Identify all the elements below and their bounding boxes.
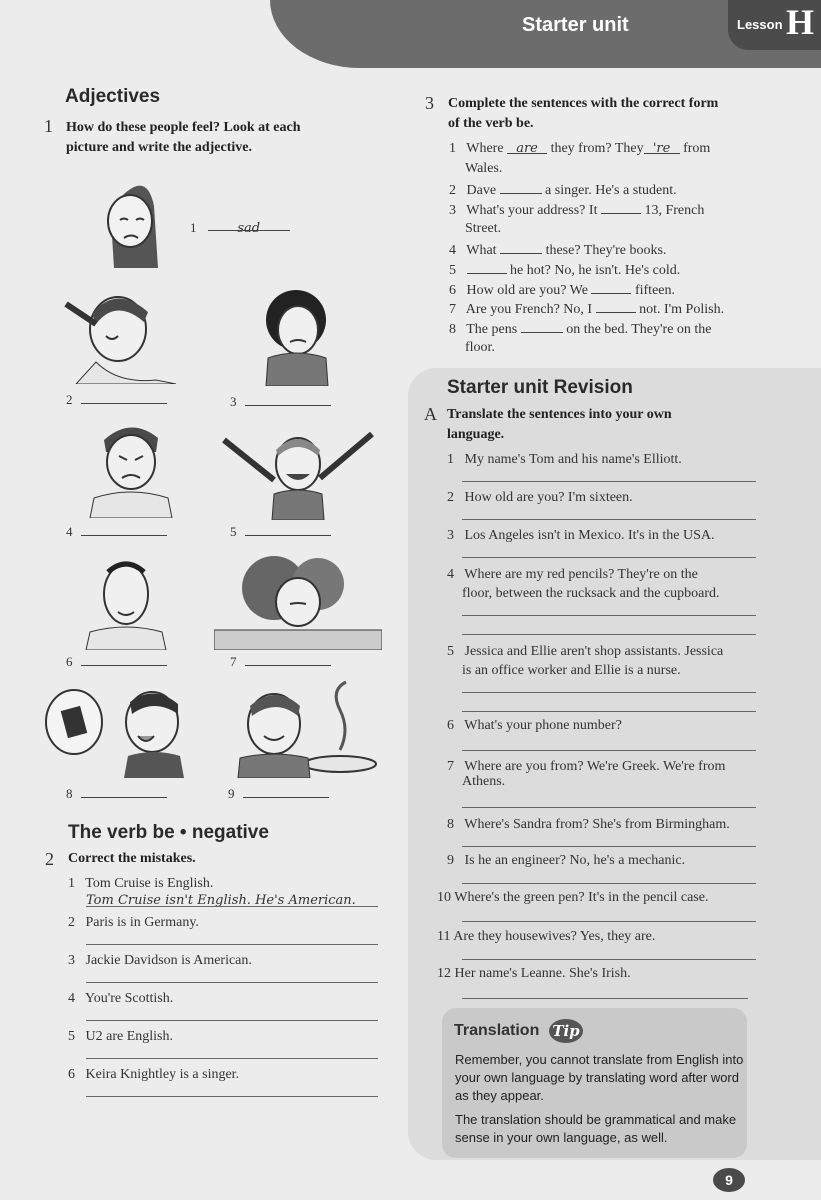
revision-item-12: 12 Her name's Leanne. She's Irish. (437, 966, 631, 981)
lesson-label: Lesson (737, 17, 783, 32)
sentence-1: 1 Tom Cruise is English. (68, 876, 214, 891)
revision-item-3: 3 Los Angeles isn't in Mexico. It's in the USA. (447, 528, 715, 543)
picture-4 (86, 418, 176, 518)
exercise-instruction: How do these people feel? Look at each picture and write the adjective. (66, 120, 301, 155)
picture-3 (248, 288, 343, 386)
verb-be-negative-title: The verb be • negative (68, 822, 269, 843)
writing-line[interactable] (462, 998, 748, 999)
picture-8 (38, 682, 200, 778)
writing-line[interactable] (86, 1020, 378, 1021)
writing-line[interactable] (462, 750, 756, 751)
writing-line (86, 906, 378, 907)
revision-item-2: 2 How old are you? I'm sixteen. (447, 490, 633, 505)
answer-line-1[interactable]: 1 sad (190, 220, 290, 236)
adjectives-title: Adjectives (65, 86, 161, 107)
picture-6 (80, 552, 172, 650)
writing-line[interactable] (86, 944, 378, 945)
writing-line[interactable] (462, 959, 756, 960)
answer-line-3[interactable]: 3 (230, 394, 331, 410)
page-number: 9 (713, 1168, 745, 1192)
writing-line[interactable] (462, 921, 756, 922)
ex3-line-cont: Wales. (465, 161, 503, 176)
tip-paragraph-2: The translation should be grammatical and make sense in your own language, as well. (455, 1112, 737, 1145)
revision-item-7-cont: Athens. (462, 774, 506, 789)
ex3-line-7: 7 Are you French? No, I not. I'm Polish. (449, 298, 724, 320)
picture-2 (56, 284, 181, 384)
lesson-letter: H (786, 2, 815, 42)
exercise-instruction: Complete the sentences with the correct form of the verb be. (448, 96, 719, 131)
writing-line[interactable] (462, 883, 756, 884)
ex3-line-8: 8 The pens on the bed. They're on the (449, 318, 712, 340)
tip-title: Translation (454, 1022, 540, 1039)
tip-paragraph-1: Remember, you cannot translate from English into your own language by translating word after word as they appear. (455, 1052, 744, 1103)
ex3-line-3: 3 What's your address? It 13, French (449, 199, 704, 221)
writing-line[interactable] (462, 711, 756, 712)
revision-item-11: 11 Are they housewives? Yes, they are. (437, 929, 656, 944)
exercise-instruction: Correct the mistakes. (68, 851, 196, 866)
revision-item-10: 10 Where's the green pen? It's in the pencil case. (437, 890, 709, 905)
ex3-line-5: 5 he hot? No, he isn't. He's cold. (449, 259, 680, 281)
revision-item-6: 6 What's your phone number? (447, 718, 622, 733)
revision-title: Starter unit Revision (447, 377, 633, 398)
sentence-4: 4 You're Scottish. (68, 991, 174, 1006)
exercise-letter: A (424, 404, 437, 424)
ex3-line-cont: floor. (465, 340, 495, 355)
exercise-number: 2 (45, 849, 54, 869)
answer-1[interactable]: Tom Cruise isn't English. He's American. (86, 893, 356, 908)
writing-line[interactable] (462, 692, 756, 693)
picture-5 (214, 420, 382, 520)
answer-line-9[interactable]: 9 (228, 786, 329, 802)
picture-1 (92, 176, 172, 270)
writing-line[interactable] (462, 519, 756, 520)
picture-7 (214, 554, 382, 650)
answer-line-7[interactable]: 7 (230, 654, 331, 670)
writing-line[interactable] (86, 982, 378, 983)
revision-item-5: 5 Jessica and Ellie aren't shop assistants. Jessica (447, 644, 724, 659)
revision-item-5-cont: is an office worker and Ellie is a nurse. (462, 663, 681, 678)
writing-line[interactable] (462, 634, 756, 635)
revision-item-4-cont: floor, between the rucksack and the cupboard. (462, 586, 720, 601)
answer-line-8[interactable]: 8 (66, 786, 167, 802)
ex3-line-1: 1 Where are they from? They 're from (449, 141, 711, 156)
revision-item-1: 1 My name's Tom and his name's Elliott. (447, 452, 682, 467)
sentence-5: 5 U2 are English. (68, 1029, 173, 1044)
writing-line[interactable] (462, 807, 756, 808)
revision-item-7: 7 Where are you from? We're Greek. We're from (447, 759, 726, 774)
exercise-instruction: Translate the sentences into your own language. (447, 407, 672, 442)
tip-icon: Tip (549, 1019, 583, 1043)
sentence-6: 6 Keira Knightley is a singer. (68, 1067, 240, 1082)
answer-line-6[interactable]: 6 (66, 654, 167, 670)
answer-line-4[interactable]: 4 (66, 524, 167, 540)
writing-line[interactable] (86, 1096, 378, 1097)
writing-line[interactable] (462, 615, 756, 616)
sentence-3: 3 Jackie Davidson is American. (68, 953, 252, 968)
unit-title: Starter unit (522, 14, 629, 36)
writing-line[interactable] (86, 1058, 378, 1059)
writing-line[interactable] (462, 557, 756, 558)
writing-line[interactable] (462, 846, 756, 847)
revision-item-9: 9 Is he an engineer? No, he's a mechanic. (447, 853, 686, 868)
ex3-line-6: 6 How old are you? We fifteen. (449, 279, 675, 301)
answer-line-2[interactable]: 2 (66, 392, 167, 408)
exercise-number: 3 (425, 93, 434, 113)
ex3-line-4: 4 What these? They're books. (449, 239, 666, 261)
exercise-number: 1 (44, 116, 53, 136)
writing-line[interactable] (462, 481, 756, 482)
answer-line-5[interactable]: 5 (230, 524, 331, 540)
sentence-2: 2 Paris is in Germany. (68, 915, 199, 930)
ex3-line-2: 2 Dave a singer. He's a student. (449, 179, 677, 201)
ex3-line-cont: Street. (465, 221, 502, 236)
revision-item-4: 4 Where are my red pencils? They're on the (447, 567, 698, 582)
revision-item-8: 8 Where's Sandra from? She's from Birmingham. (447, 817, 730, 832)
picture-9 (220, 680, 380, 778)
